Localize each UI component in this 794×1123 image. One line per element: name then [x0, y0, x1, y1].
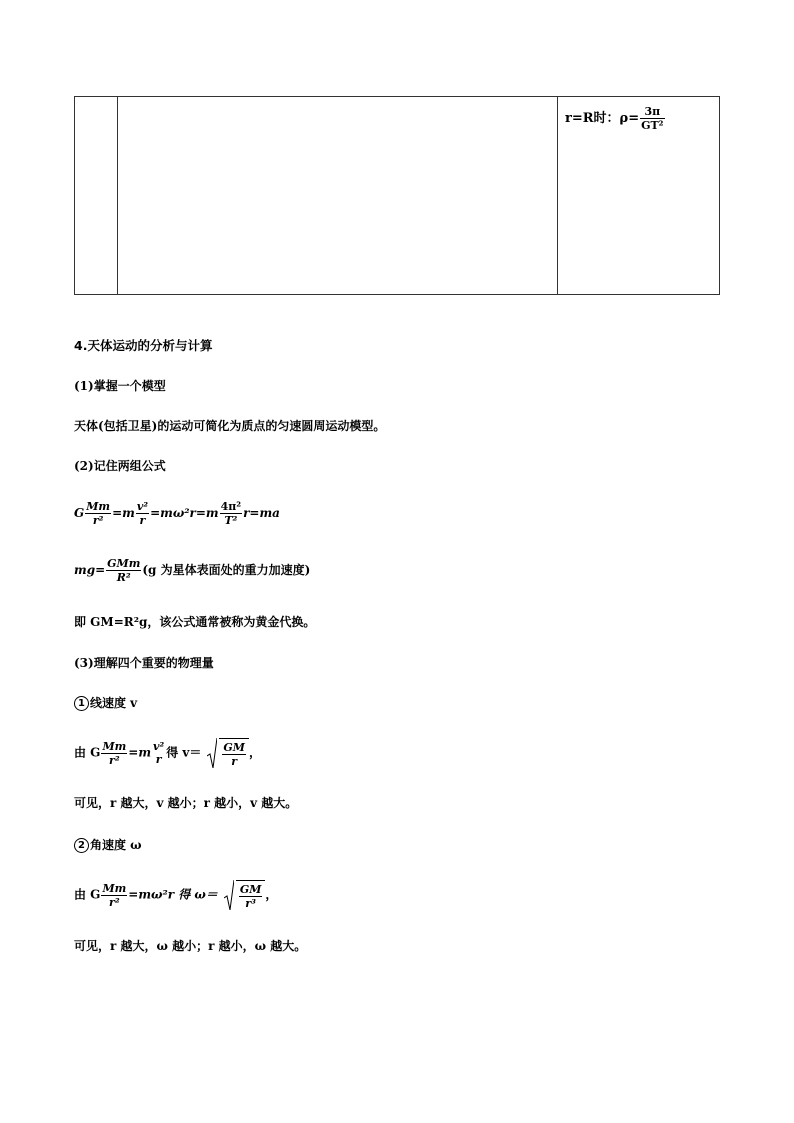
table-divider-2 — [557, 97, 558, 294]
item2-title: (2)记住两组公式 — [74, 459, 166, 473]
formula-2: mg= $\frac{\text{GMm}}{\text{R²}}$ (g 为星体表面处的重力加速度) — [74, 557, 311, 584]
table-divider-1 — [117, 97, 118, 294]
density-condition: r=R时：ρ= — [565, 111, 640, 126]
formula-table — [74, 96, 720, 295]
sub2-title: 2 角速度 ω — [74, 837, 142, 853]
density-fraction: $\frac{3\pi}{\text{GT²}}$ — [641, 105, 664, 132]
sub1-formula: 由 G $\frac{Mm}{\text{r²}}$ =m v² r 得 v＝ $\frac{GM}{r}$ ， — [74, 739, 261, 768]
density-cell — [565, 105, 666, 132]
formula-1: G $\frac{Mm}{\text{r²}}$ =m $\frac{\text{v²}}{r}$ =mω²r=m $\frac{\text{4π²}}{\text{T²}}$ r=ma — [74, 500, 280, 527]
square-root: $\frac{GM}{r}$ — [207, 738, 249, 768]
item3-title: (3)理解四个重要的物理量 — [74, 656, 214, 670]
sub2-conclusion: 可见，r 越大，ω 越小；r 越小，ω 越大。 — [74, 939, 307, 953]
circled-number-2: 2 — [74, 838, 89, 853]
square-root: $\frac{GM}{\text{r³}}$ — [224, 880, 266, 910]
item1-title: (1)掌握一个模型 — [74, 379, 166, 393]
circled-number-1: 1 — [74, 696, 89, 711]
sub1-title: 1 线速度 v — [74, 695, 137, 711]
golden-substitution: 即 GM=R²g，该公式通常被称为黄金代换。 — [74, 615, 316, 629]
sub2-formula: 由 G $\frac{Mm}{\text{r²}}$ =mω²r 得 ω＝ $\frac{GM}{\text{r³}}$ ， — [74, 881, 278, 910]
section-heading: 4.天体运动的分析与计算 — [74, 338, 213, 353]
item1-text: 天体(包括卫星)的运动可简化为质点的匀速圆周运动模型。 — [74, 419, 386, 433]
sub1-conclusion: 可见，r 越大，v 越小；r 越小，v 越大。 — [74, 796, 298, 810]
